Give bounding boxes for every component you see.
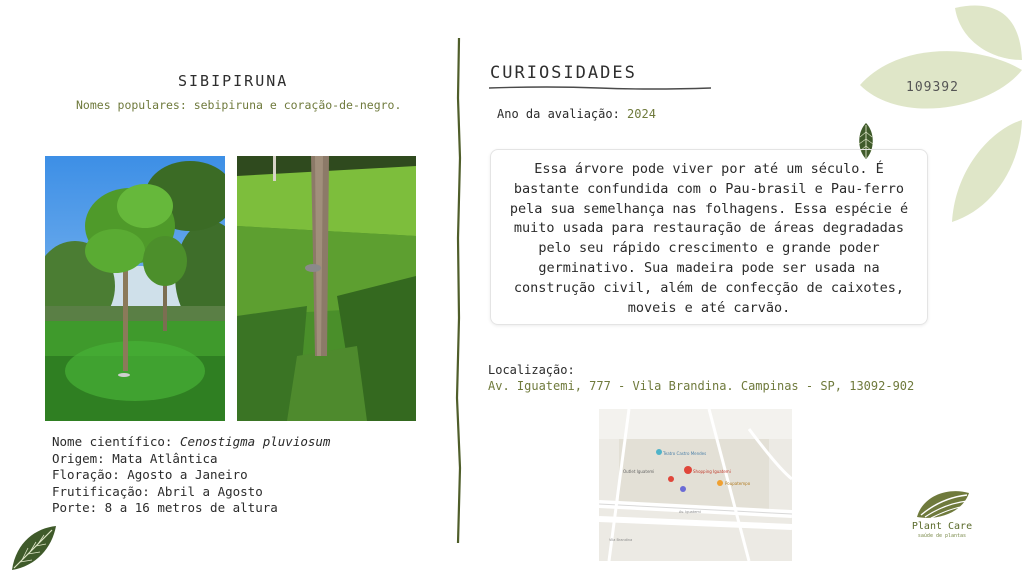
- scientific-name-value: Cenostigma pluviosum: [179, 434, 331, 449]
- location-map: [599, 409, 792, 561]
- popular-names: Nomes populares: sebipiruna e coração-de-negro.: [76, 98, 402, 112]
- plant-care-logo-icon: [913, 487, 971, 521]
- evaluation-year: Ano da avaliação: 2024: [497, 107, 656, 121]
- location-label: Localização:: [488, 363, 575, 377]
- svg-text:Vila Brandina: Vila Brandina: [609, 538, 633, 542]
- leaf-icon: [8, 522, 60, 574]
- size: Porte: 8 a 16 metros de altura: [52, 500, 278, 515]
- tree-trunk-photo: [237, 156, 416, 421]
- tree-name-title: SIBIPIRUNA: [178, 72, 289, 90]
- tree-info-block: [52, 434, 330, 517]
- flowering: Floração: Agosto a Janeiro: [52, 467, 248, 482]
- svg-text:Shopping Iguatemi: Shopping Iguatemi: [693, 469, 731, 474]
- column-divider: [452, 38, 466, 543]
- curiosities-title: CURIOSIDADES: [490, 63, 637, 83]
- svg-text:Poupatempo: Poupatempo: [725, 481, 751, 486]
- decorative-leaves-icon: [860, 0, 1024, 225]
- tree-code: 109392: [906, 80, 959, 95]
- svg-text:Outlet Iguatemi: Outlet Iguatemi: [623, 469, 655, 474]
- evaluation-year-value: 2024: [627, 107, 656, 121]
- svg-text:Teatro Castro Mendes: Teatro Castro Mendes: [663, 451, 707, 456]
- scientific-name: Nome científico: Cenostigma pluviosum: [52, 434, 331, 449]
- location-address: Av. Iguatemi, 777 - Vila Brandina. Campinas - SP, 13092-902: [488, 379, 915, 393]
- logo-name: Plant Care: [911, 521, 973, 532]
- title-underline: [489, 85, 711, 91]
- fruiting: Frutificação: Abril a Agosto: [52, 483, 263, 499]
- svg-text:Av. Iguatemi: Av. Iguatemi: [679, 510, 701, 514]
- curiosity-textbox: Essa árvore pode viver por até um século. É bastante confundida com o Pau-brasil e Pau-ferro pela sua semelhança nas folhagens. Essa espécie é muito usada para restauração de áreas degradadas pelo seu rápido crescimento e grande poder germinativo. Sua madeira pode ser usada na construção civil, além de confecção de caixotes, moveis e até carvão.: [490, 149, 928, 325]
- origin: Origem: Mata Atlântica: [52, 450, 218, 466]
- logo-tagline: saúde de plantas: [917, 533, 967, 539]
- tree-garden-photo: [45, 156, 225, 421]
